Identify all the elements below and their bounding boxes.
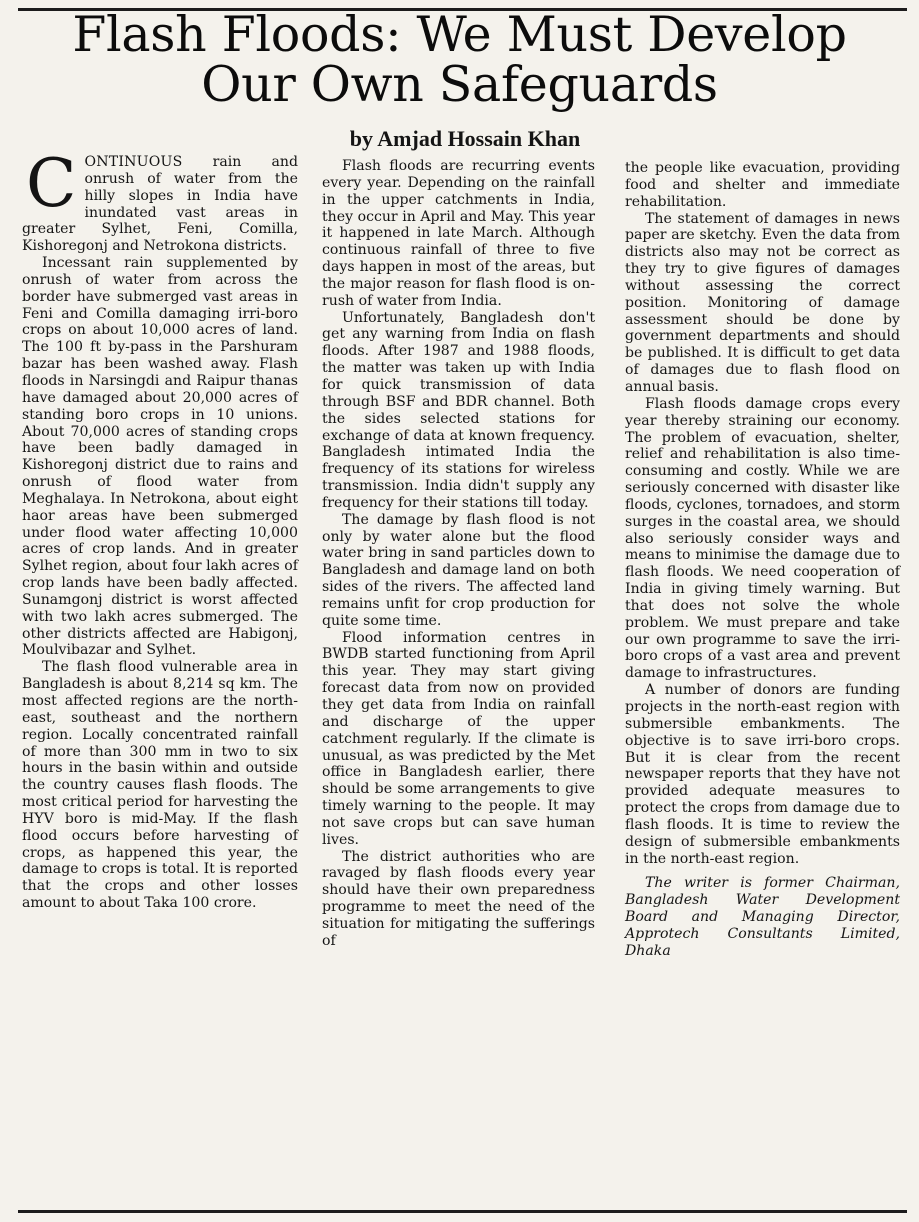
article-column-3 (625, 160, 900, 960)
paragraph: Flash floods damage crops every year thereby straining our economy. The problem of evacuation, shelter, relief and rehabilitation is also time-consuming and costly. While we are seriously concerned with disaster like floods, cyclones, tornadoes, and storm surges in the coastal area, we should also seriously consider ways and means to minimise the damage due to flash floods. We need cooperation of India in giving timely warning. But that does not solve the whole problem. We must prepare and take our own programme to save the irri-boro crops of a vast area and prevent damage to infrastructures. (625, 395, 900, 682)
headline (0, 6, 919, 113)
byline: by Amjad Hossain Khan (349, 126, 581, 151)
paragraph: Incessant rain supplemented by onrush of water from across the border have submerged vast areas in Feni and Comilla damaging irri-boro crops on about 10,000 acres of land. The 100 ft by-pass in the Parshuram bazar has been washed away. Flash floods in Narsingdi and Raipur thanas have damaged about 20,000 acres of standing boro crops in 10 unions. About 70,000 acres of standing crops have been badly damaged in Kishoregonj district due to rains and onrush of flood water from Meghalaya. In Netrokona, about eight haor areas have been submerged under flood water affecting 10,000 acres of crop lands. And in greater Sylhet region, about four lakh acres of crop lands have been badly affected. Sunamgonj district is worst affected with two lakh acres submerged. The other districts affected are Habigonj, Moulvibazar and Sylhet. (22, 255, 298, 659)
article-column-2 (322, 158, 595, 950)
lead-paragraph (22, 145, 298, 255)
writer-note: The writer is former Chairman, Bangladesh Water Development Board and Managing Director, Approtech Consultants Limited, Dhaka (625, 875, 900, 959)
paragraph: The district authorities who are ravaged by flash floods every year should have their own preparedness programme to meet the need of the situation for mitigating the sufferings of (322, 848, 595, 949)
paragraph: The damage by flash flood is not only by water alone but the flood water bring in sand particles down to Bangladesh and damage land on both sides of the rivers. The affected land remains unfit for crop production for quite some time. (322, 511, 595, 629)
article-column-1 (22, 145, 298, 912)
paragraph: The flash flood vulnerable area in Bangladesh is about 8,214 sq km. The most affected regions are the north-east, southeast and the northern region. Locally concentrated rainfall of more than 300 mm in two to six hours in the basin within and outside the country causes flash floods. The most critical period for harvesting the HYV boro is mid-May. If the flash flood occurs before harvesting of crops, as happened this year, the damage to crops is total. It is reported that the crops and other losses amount to about Taka 100 crore. (22, 659, 298, 912)
paragraph: Flash floods are recurring events every year. Depending on the rainfall in the upper catchments in India, they occur in April and May. This year it happened in late March. Although continuous rainfall of three to five days happen in most of the areas, but the major reason for flash flood is onrush of water from India. (322, 158, 595, 309)
lead-caps: ONTINUOUS (84, 154, 183, 170)
drop-cap: C (26, 145, 77, 222)
lead-paragraph-text: rain and onrush of water from the hilly slopes in India have inundated vast areas in greater Sylhet, Feni, Comilla, Kishoregonj and Netrokona districts. (22, 154, 298, 255)
paragraph-continued: the people like evacuation, providing food and shelter and immediate rehabilitation. (625, 160, 900, 210)
paragraph: The statement of damages in news paper are sketchy. Even the data from districts also may not be correct as they try to give figures of damages without assessing the correct position. Monitoring of damage assessment should be done by government departments and should be published. It is difficult to get data of damages due to flash flood on annual basis. (625, 210, 900, 395)
headline-line-2: Our Own Safeguards (201, 56, 718, 113)
paragraph: A number of donors are funding projects in the north-east region with submersible embankments. The objective is to save irri-boro crops. But it is clear from the recent newspaper reports that they have not provided adequate measures to protect the crops from damage due to flash floods. It is time to review the design of submersible embankments in the north-east region. (625, 682, 900, 867)
bottom-rule (18, 1210, 907, 1213)
headline-line-1: Flash Floods: We Must Develop (72, 6, 847, 63)
paragraph: Unfortunately, Bangladesh don't get any warning from India on flash floods. After 1987 and 1988 floods, the matter was taken up with India for quick transmission of data through BSF and BDR channel. Both the sides selected stations for exchange of data at known frequency. Bangladesh intimated India the frequency of its stations for wireless transmission. India didn't supply any frequency for their stations till today. (322, 309, 595, 511)
paragraph: Flood information centres in BWDB started functioning from April this year. They may start giving forecast data from now on provided they get data from India on rainfall and discharge of the upper catchment regularly. If the climate is unusual, as was predicted by the Met office in Bangladesh earlier, there should be some arrangements to give timely warning to the people. It may not save crops but can save human lives. (322, 629, 595, 848)
